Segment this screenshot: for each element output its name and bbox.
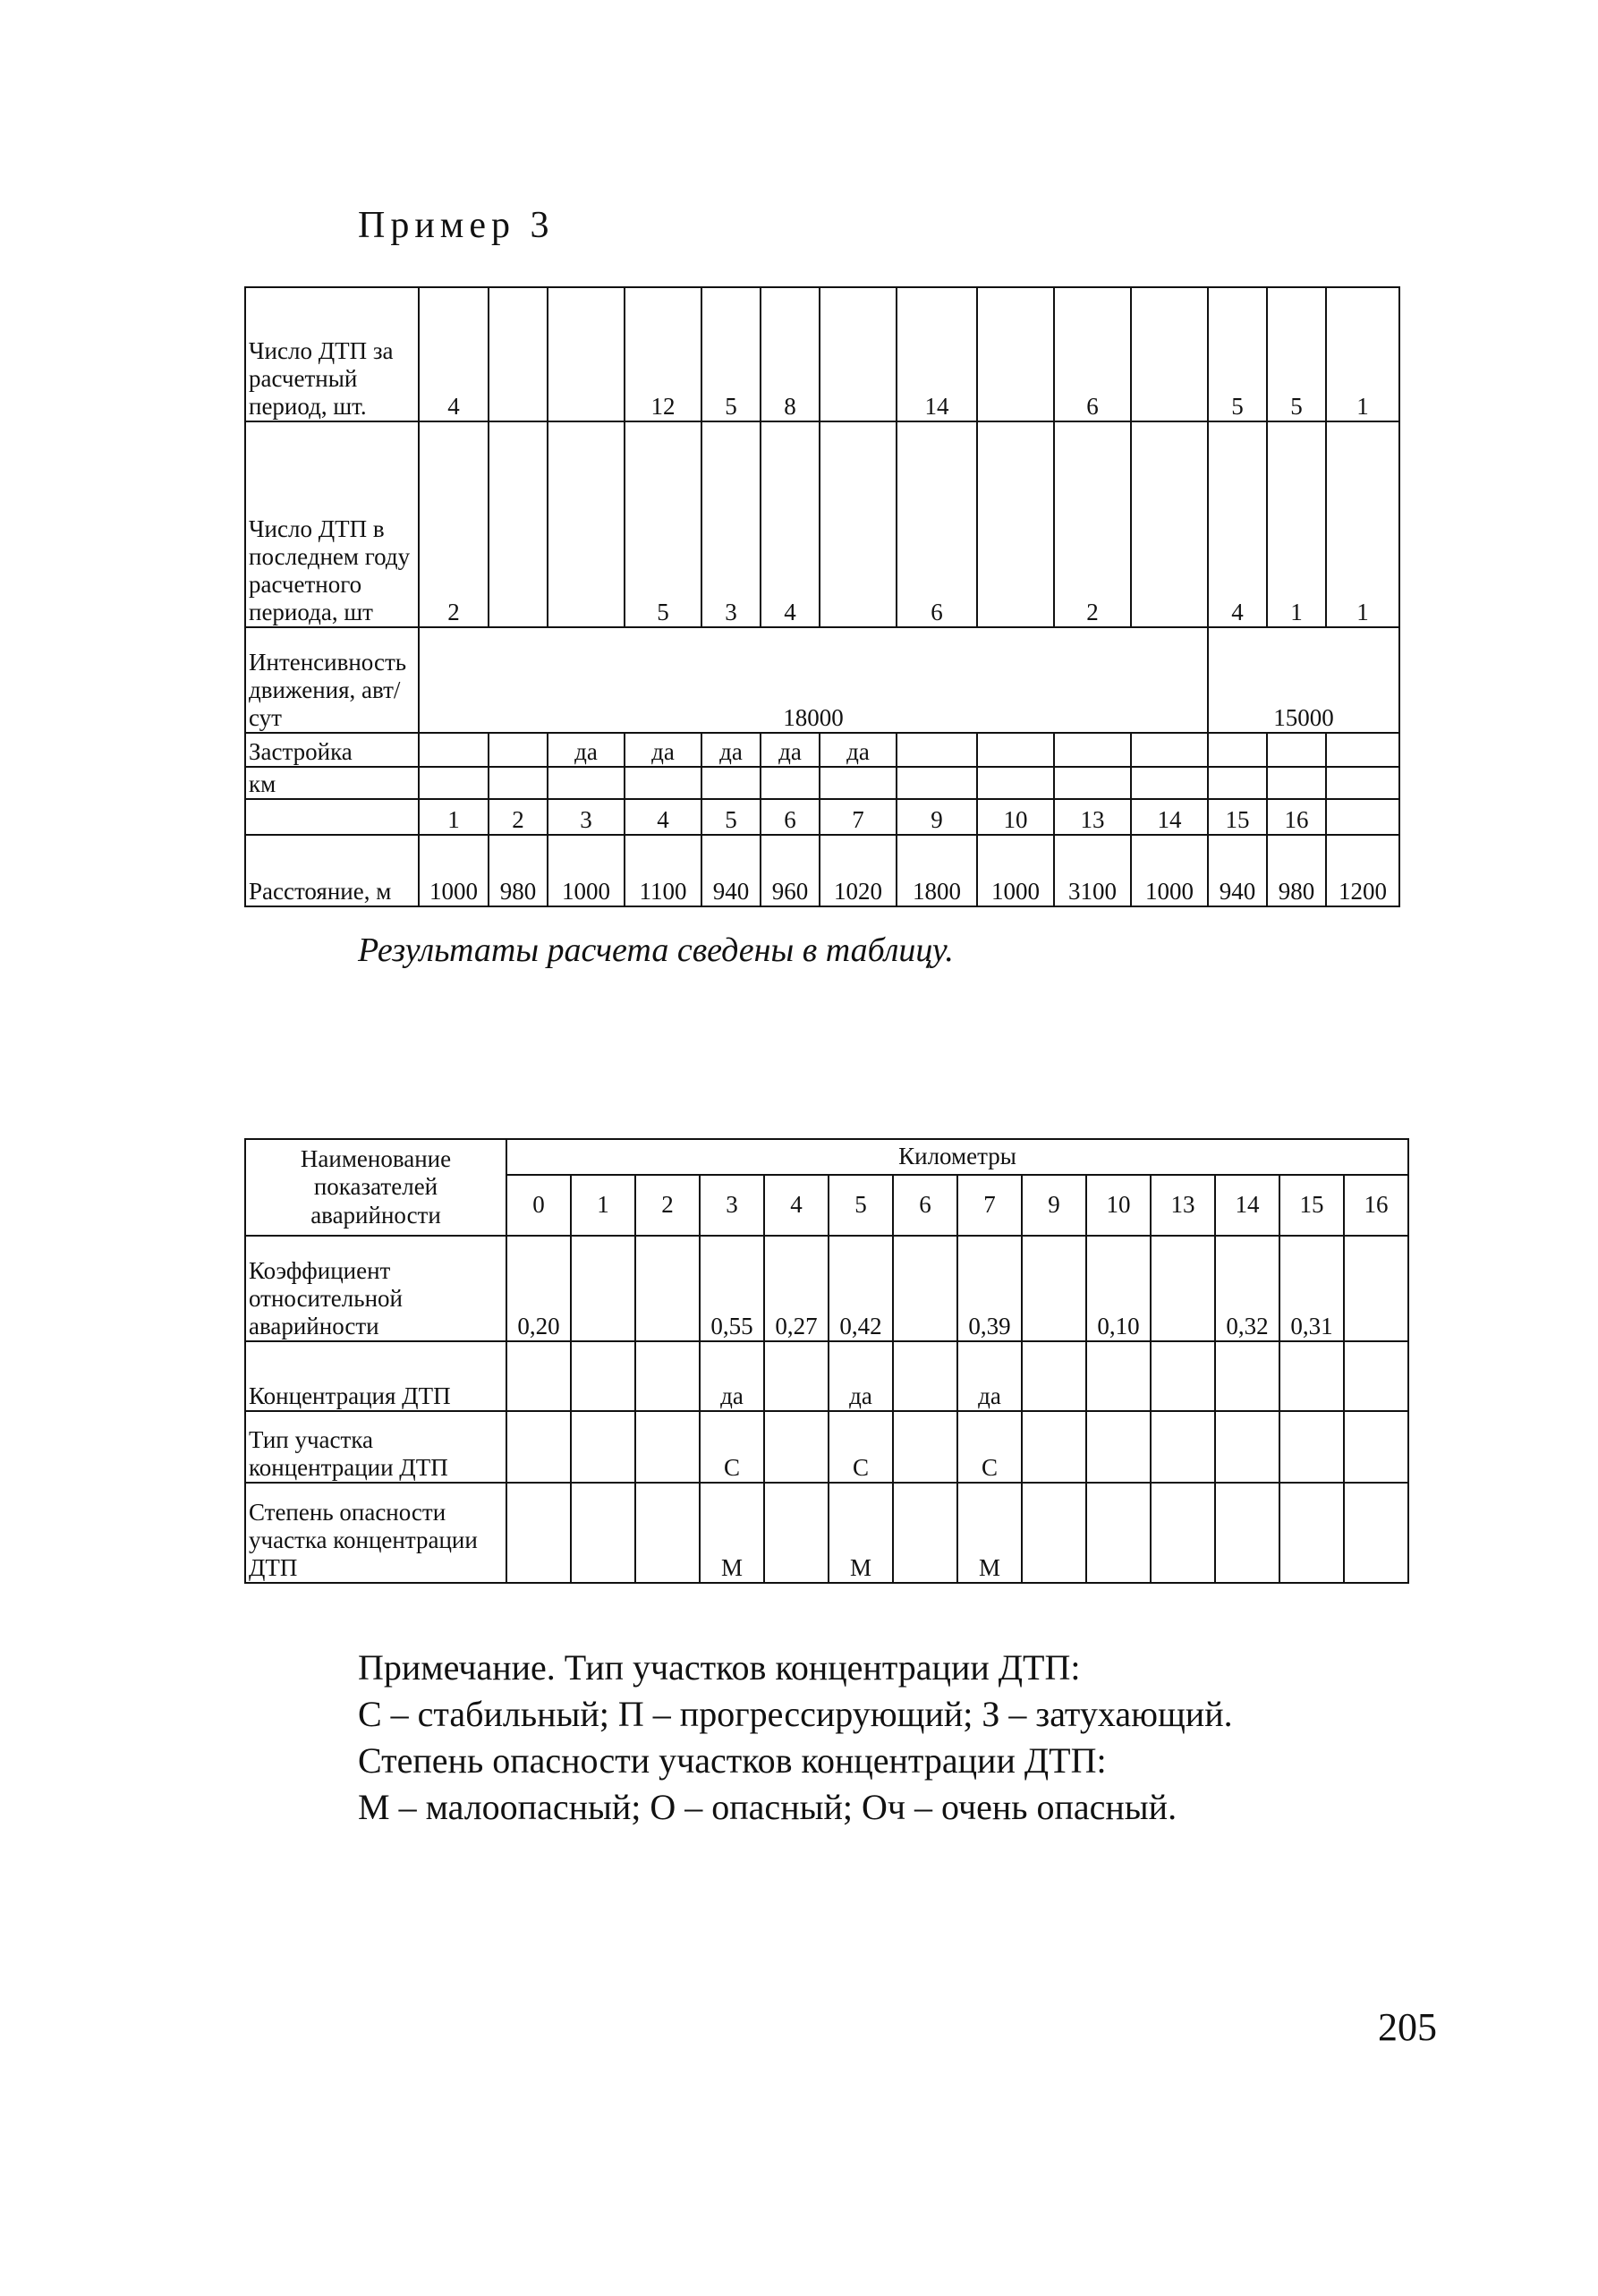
table-cell bbox=[489, 733, 548, 767]
table-cell bbox=[1086, 1341, 1151, 1411]
table-cell bbox=[893, 1483, 957, 1583]
table-cell: 6 bbox=[897, 421, 977, 627]
table-cell: 5 bbox=[701, 287, 761, 421]
table-row bbox=[245, 1483, 1408, 1583]
table-cell bbox=[977, 733, 1054, 767]
row-label: Коэффициент относительной аварийности bbox=[245, 1236, 506, 1341]
table-cell: 5 bbox=[625, 421, 701, 627]
km-header-cell: 2 bbox=[635, 1175, 700, 1236]
table-cell: 980 bbox=[1267, 835, 1326, 906]
table-cell bbox=[489, 287, 548, 421]
table-cell: да bbox=[700, 1341, 764, 1411]
table-cell bbox=[571, 1341, 635, 1411]
table-cell: 7 bbox=[820, 799, 897, 835]
table-cell: 16 bbox=[1267, 799, 1326, 835]
table-cell bbox=[1215, 1411, 1279, 1483]
table-cell: 1100 bbox=[625, 835, 701, 906]
table-row bbox=[245, 1236, 1408, 1341]
table-cell bbox=[977, 421, 1054, 627]
indicator-header: Наименование показателей аварийности bbox=[245, 1139, 506, 1236]
intensity-value: 18000 bbox=[419, 627, 1208, 733]
row-label: Число ДТП за расчетный период, шт. bbox=[245, 287, 419, 421]
km-header-cell: 3 bbox=[700, 1175, 764, 1236]
table-cell: 3 bbox=[548, 799, 625, 835]
table-cell bbox=[820, 287, 897, 421]
table-cell: 9 bbox=[897, 799, 977, 835]
table-cell: 0,20 bbox=[506, 1236, 571, 1341]
table-cell: 1000 bbox=[1131, 835, 1208, 906]
intensity-value: 15000 bbox=[1208, 627, 1399, 733]
table-cell: 940 bbox=[1208, 835, 1267, 906]
table-cell: 1000 bbox=[548, 835, 625, 906]
table-cell: 940 bbox=[701, 835, 761, 906]
km-header-cell: 6 bbox=[893, 1175, 957, 1236]
table-row bbox=[245, 627, 1399, 733]
table-cell: 1000 bbox=[419, 835, 489, 906]
table-cell: 0,27 bbox=[764, 1236, 829, 1341]
table-cell bbox=[820, 767, 897, 799]
table-cell bbox=[1131, 287, 1208, 421]
table-cell bbox=[548, 767, 625, 799]
table-row bbox=[245, 1341, 1408, 1411]
table-cell: 1 bbox=[1267, 421, 1326, 627]
table-cell bbox=[893, 1236, 957, 1341]
table-cell: да bbox=[701, 733, 761, 767]
table-cell bbox=[506, 1483, 571, 1583]
table-cell bbox=[1022, 1411, 1086, 1483]
table-cell: С bbox=[700, 1411, 764, 1483]
km-header-cell: 1 bbox=[571, 1175, 635, 1236]
table-cell bbox=[1344, 1341, 1408, 1411]
row-label: Тип участка концентрации ДТП bbox=[245, 1411, 506, 1483]
table-cell bbox=[625, 767, 701, 799]
table-cell bbox=[1279, 1341, 1344, 1411]
table-cell bbox=[701, 767, 761, 799]
table-cell: 2 bbox=[1054, 421, 1131, 627]
table-row bbox=[245, 835, 1399, 906]
table-cell: М bbox=[829, 1483, 893, 1583]
table-cell bbox=[1326, 733, 1399, 767]
page-number: 205 bbox=[1378, 2005, 1437, 2049]
table-cell bbox=[1022, 1483, 1086, 1583]
results-caption: Результаты расчета сведены в таблицу. bbox=[358, 931, 954, 969]
table-cell bbox=[1022, 1236, 1086, 1341]
table-cell bbox=[489, 767, 548, 799]
table-cell: 960 bbox=[761, 835, 820, 906]
km-header-cell: 7 bbox=[957, 1175, 1022, 1236]
table-cell bbox=[897, 733, 977, 767]
table-cell: 14 bbox=[897, 287, 977, 421]
table-cell: 13 bbox=[1054, 799, 1131, 835]
table-cell bbox=[1151, 1483, 1215, 1583]
table-cell bbox=[820, 421, 897, 627]
row-label: Застройка bbox=[245, 733, 419, 767]
table-cell: 0,39 bbox=[957, 1236, 1022, 1341]
table-cell bbox=[1054, 733, 1131, 767]
table-cell bbox=[1326, 799, 1399, 835]
example-heading: Пример 3 bbox=[358, 205, 555, 246]
note-line: Степень опасности участков концентрации ДТП: bbox=[358, 1740, 1107, 1781]
table-cell: 1200 bbox=[1326, 835, 1399, 906]
table-cell bbox=[506, 1411, 571, 1483]
table-cell: 4 bbox=[419, 287, 489, 421]
table-cell: 6 bbox=[1054, 287, 1131, 421]
table-cell bbox=[635, 1341, 700, 1411]
table-cell: 6 bbox=[761, 799, 820, 835]
table-cell bbox=[548, 421, 625, 627]
table-cell bbox=[635, 1483, 700, 1583]
table-cell: 15 bbox=[1208, 799, 1267, 835]
table-cell: да bbox=[957, 1341, 1022, 1411]
km-header-cell: 0 bbox=[506, 1175, 571, 1236]
row-label: км bbox=[245, 767, 419, 799]
note-line: С – стабильный; П – прогрессирующий; З – затухающий. bbox=[358, 1694, 1233, 1734]
table-cell bbox=[1086, 1411, 1151, 1483]
table-cell bbox=[897, 767, 977, 799]
row-label: Степень опасности участка концентрации ДТП bbox=[245, 1483, 506, 1583]
table-cell: 1800 bbox=[897, 835, 977, 906]
table-cell: 5 bbox=[701, 799, 761, 835]
results-table bbox=[244, 1138, 1409, 1584]
table-cell: 5 bbox=[1208, 287, 1267, 421]
table-cell bbox=[1086, 1483, 1151, 1583]
table-cell bbox=[1022, 1341, 1086, 1411]
table-cell: 1 bbox=[1326, 287, 1399, 421]
table-cell bbox=[571, 1483, 635, 1583]
table-cell bbox=[419, 733, 489, 767]
table-cell bbox=[1208, 733, 1267, 767]
table-cell bbox=[764, 1411, 829, 1483]
row-label bbox=[245, 799, 419, 835]
table-cell: 1020 bbox=[820, 835, 897, 906]
table-cell: 4 bbox=[625, 799, 701, 835]
note-line: М – малоопасный; О – опасный; Оч – очень опасный. bbox=[358, 1787, 1177, 1827]
table-cell bbox=[571, 1236, 635, 1341]
table-cell bbox=[1267, 733, 1326, 767]
table-cell: 4 bbox=[761, 421, 820, 627]
table-cell: 0,55 bbox=[700, 1236, 764, 1341]
table-cell bbox=[1131, 421, 1208, 627]
km-header-cell: 14 bbox=[1215, 1175, 1279, 1236]
km-header-cell: 16 bbox=[1344, 1175, 1408, 1236]
table-cell: С bbox=[829, 1411, 893, 1483]
table-row bbox=[245, 799, 1399, 835]
table-cell: 14 bbox=[1131, 799, 1208, 835]
table-cell bbox=[506, 1341, 571, 1411]
table-cell bbox=[893, 1341, 957, 1411]
table-cell bbox=[571, 1411, 635, 1483]
table-cell: да bbox=[625, 733, 701, 767]
table-cell bbox=[893, 1411, 957, 1483]
table-cell bbox=[489, 421, 548, 627]
table-cell bbox=[1215, 1341, 1279, 1411]
km-header-cell: 9 bbox=[1022, 1175, 1086, 1236]
table-cell: да bbox=[761, 733, 820, 767]
table-cell bbox=[1151, 1411, 1215, 1483]
table-cell bbox=[764, 1341, 829, 1411]
table-cell: 980 bbox=[489, 835, 548, 906]
row-label: Концентрация ДТП bbox=[245, 1341, 506, 1411]
note-line: Примечание. Тип участков концентрации ДТП: bbox=[358, 1647, 1081, 1688]
table-cell: 3100 bbox=[1054, 835, 1131, 906]
table-cell: 2 bbox=[419, 421, 489, 627]
table-cell: да bbox=[829, 1341, 893, 1411]
table-cell: 8 bbox=[761, 287, 820, 421]
table-cell bbox=[1344, 1411, 1408, 1483]
table-cell bbox=[1054, 767, 1131, 799]
table-row bbox=[245, 767, 1399, 799]
row-label: Расстояние, м bbox=[245, 835, 419, 906]
table-cell bbox=[1344, 1483, 1408, 1583]
table-cell bbox=[1215, 1483, 1279, 1583]
table-cell bbox=[764, 1483, 829, 1583]
km-header-cell: 15 bbox=[1279, 1175, 1344, 1236]
note bbox=[358, 1645, 1233, 1831]
table-cell bbox=[1151, 1236, 1215, 1341]
table-cell bbox=[548, 287, 625, 421]
km-group-header: Километры bbox=[506, 1139, 1408, 1175]
km-header-cell: 4 bbox=[764, 1175, 829, 1236]
table-cell: 0,32 bbox=[1215, 1236, 1279, 1341]
table-cell: 0,10 bbox=[1086, 1236, 1151, 1341]
km-header-cell: 5 bbox=[829, 1175, 893, 1236]
table-cell bbox=[1208, 767, 1267, 799]
table-cell: да bbox=[548, 733, 625, 767]
table-cell: 3 bbox=[701, 421, 761, 627]
table-cell bbox=[635, 1411, 700, 1483]
table-cell bbox=[419, 767, 489, 799]
table-row bbox=[245, 287, 1399, 421]
table-cell: да bbox=[820, 733, 897, 767]
km-header-cell: 10 bbox=[1086, 1175, 1151, 1236]
row-label: Число ДТП в последнем году расчетного периода, шт bbox=[245, 421, 419, 627]
table-cell bbox=[1344, 1236, 1408, 1341]
table-cell: 12 bbox=[625, 287, 701, 421]
table-cell bbox=[1267, 767, 1326, 799]
table-cell bbox=[1279, 1411, 1344, 1483]
table-cell bbox=[977, 287, 1054, 421]
table-cell: С bbox=[957, 1411, 1022, 1483]
table-row bbox=[245, 733, 1399, 767]
table-cell: М bbox=[700, 1483, 764, 1583]
row-label: Интенсивность движения, авт/сут bbox=[245, 627, 419, 733]
table-cell bbox=[1326, 767, 1399, 799]
table-cell: 5 bbox=[1267, 287, 1326, 421]
table-cell bbox=[1279, 1483, 1344, 1583]
table-cell bbox=[1131, 767, 1208, 799]
table-cell bbox=[977, 767, 1054, 799]
table-cell: 1 bbox=[419, 799, 489, 835]
input-data-table bbox=[244, 286, 1400, 907]
table-cell: 10 bbox=[977, 799, 1054, 835]
table-row bbox=[245, 421, 1399, 627]
table-cell: 0,31 bbox=[1279, 1236, 1344, 1341]
table-cell: 4 bbox=[1208, 421, 1267, 627]
table-cell: 2 bbox=[489, 799, 548, 835]
table-cell bbox=[761, 767, 820, 799]
table-cell bbox=[635, 1236, 700, 1341]
table-cell: М bbox=[957, 1483, 1022, 1583]
table-cell bbox=[1131, 733, 1208, 767]
table-cell: 0,42 bbox=[829, 1236, 893, 1341]
table-row bbox=[245, 1411, 1408, 1483]
table-cell: 1000 bbox=[977, 835, 1054, 906]
km-header-cell: 13 bbox=[1151, 1175, 1215, 1236]
table-cell bbox=[1151, 1341, 1215, 1411]
table-cell: 1 bbox=[1326, 421, 1399, 627]
